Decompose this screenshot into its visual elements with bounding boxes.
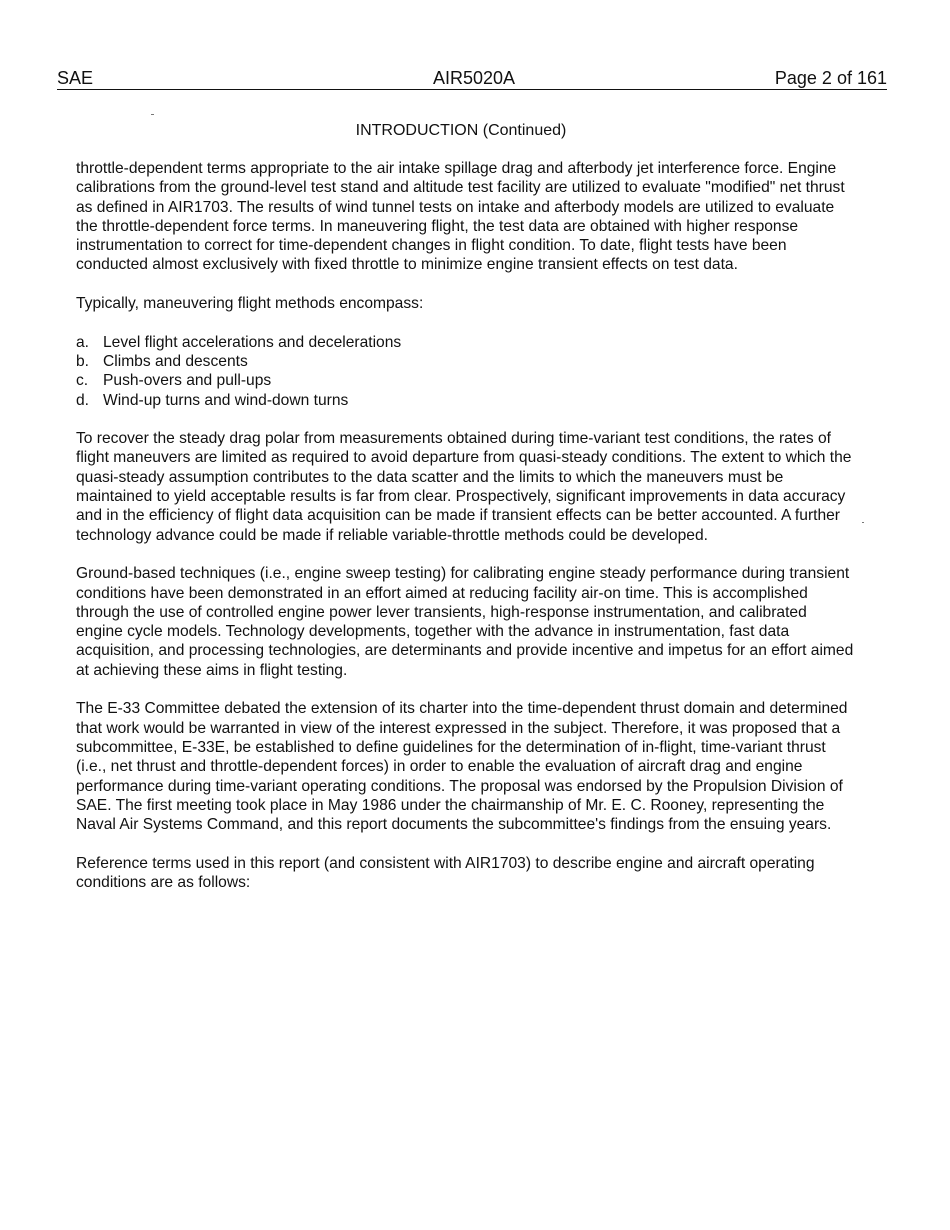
list-marker: d.: [76, 391, 90, 409]
list-item: [76, 391, 856, 410]
list-item: [76, 371, 856, 390]
list-item: [76, 352, 856, 371]
list-marker: c.: [76, 372, 89, 390]
list-item-text: Level flight accelerations and decelerations: [103, 333, 402, 351]
header-org: SAE: [57, 68, 94, 88]
paragraph-4: Ground-based techniques (i.e., engine sweep testing) for calibrating engine steady performance during transient conditions have been demonstrated in an effort aimed at reducing facility air-on time. This is accomplished through the use of controlled engine power lever transients, high-response instrumentation, and calibrated engine cycle models. Technology developments, together with the advance in instrumentation, fast data acquisition, and processing technologies, are determinants and provide incentive and impetus for an effort aimed at achieving these aims in flight testing.: [76, 565, 854, 679]
list-item: [76, 333, 856, 352]
scan-speck: [151, 114, 154, 115]
header-page-number: Page 2 of 161: [774, 68, 887, 88]
paragraph-1: throttle-dependent terms appropriate to the air intake spillage drag and afterbody jet interference force. Engine calibrations from the ground-level test stand and altitude test facility are utilized to evaluate "modified" net thrust as defined in AIR1703. The results of wind tunnel tests on intake and afterbody models are utilized to evaluate the throttle-dependent force terms. In maneuvering flight, the test data are obtained with higher response instrumentation to correct for time-dependent changes in flight condition. To date, flight tests have been conducted almost exclusively with fixed throttle to minimize engine transient effects on test data.: [76, 160, 845, 274]
paragraph-5: The E-33 Committee debated the extension of its charter into the time-dependent thrust domain and determined that work would be warranted in view of the interest expressed in the subject. Therefore, it was proposed that a subcommittee, E-33E, be established to define guidelines for the determination of in-flight, time-variant thrust (i.e., net thrust and throttle-dependent forces) in order to enable the evaluation of aircraft drag and engine performance during time-variant operating conditions. The proposal was endorsed by the Propulsion Division of SAE. The first meeting took place in May 1986 under the chairmanship of Mr. E. C. Rooney, representing the Naval Air Systems Command, and this report documents the subcommittee's findings from the ensuing years.: [76, 700, 848, 834]
list-marker: a.: [76, 333, 90, 351]
paragraph-6: Reference terms used in this report (and consistent with AIR1703) to describe engine and aircraft operating conditions are as follows:: [76, 854, 815, 891]
list-marker: b.: [76, 352, 90, 370]
scan-speck: [862, 522, 864, 523]
paragraph-2: Typically, maneuvering flight methods encompass:: [76, 295, 424, 313]
list-item-text: Climbs and descents: [103, 352, 248, 370]
section-title: INTRODUCTION (Continued): [355, 122, 567, 139]
maneuver-list: [76, 333, 856, 410]
paragraph-3: To recover the steady drag polar from measurements obtained during time-variant test conditions, the rates of flight maneuvers are limited as required to avoid departure from quasi-steady conditions. The extent to which the quasi-steady assumption contributes to the data scatter and the limits to which the maneuvers must be maintained to yield acceptable results is far from clear. Prospectively, significant improvements in data accuracy and in the efficiency of flight data acquisition can be made if transient effects can be better accounted. A further technology advance could be made if reliable variable-throttle methods could be developed.: [76, 430, 852, 544]
header-document-number: AIR5020A: [433, 68, 516, 88]
list-item-text: Push-overs and pull-ups: [103, 372, 272, 390]
document-body: [76, 159, 856, 912]
list-item-text: Wind-up turns and wind-down turns: [103, 391, 349, 409]
page-header: [57, 67, 887, 90]
